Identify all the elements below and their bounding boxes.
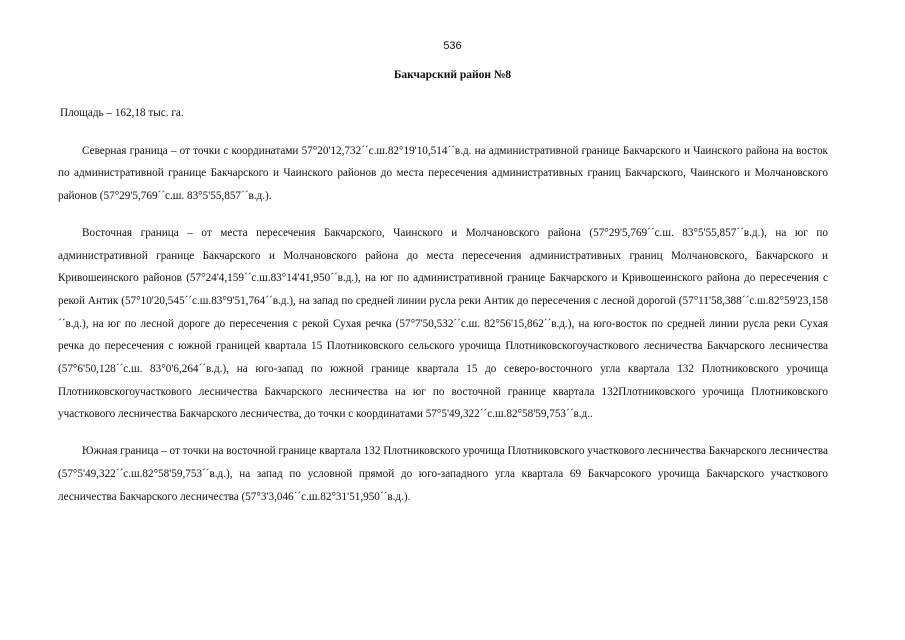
area-paragraph: Площадь – 162,18 тыс. га. — [60, 107, 184, 119]
page-number: 536 — [443, 40, 462, 52]
document-title: Бакчарский район №8 — [393, 69, 512, 81]
east-border-paragraph: Восточная граница – от места пересечения Бакчарского, Чаинского и Молчановского района (57°29'5,769´´с.ш. 83°5'55,857´´в.д.), на юг по административной границе Бакчарского и Молчановского района до места пересечения административных границ Молчановского, Бакчарского и Кривошеинского районов (57°24'4,159´´с.ш.83°14'41,950´´в.д.), на юг по административной границе Бакчарского и Кривошеинского района до пересечения с рекой Антик (57°10'20,545´´с.ш.83°9'51,764´´в.д.), на запад по средней линии русла реки Антик до пересечения с лесной дорогой (57°11'58,388´´с.ш.82°59'23,158´´в.д.), на юг по лесной дороге до пересечения с рекой Сухая речка (57°7'50,532´´с.ш. 82°56'15,862´´в.д.), на юго-восток по средней линии русла реки Сухая речка до пересечения с южной границей квартала 15 Плотниковского сельского урочища Плотниковскогоучасткового лесничества Бакчарского лесничества (57°6'50,128´´с.ш. 83°0'6,264´´в.д.), на юго-запад по южной границе квартала 15 до северо-восточного угла квартала 132 Плотниковского урочища Плотниковскогоучасткового лесничества Бакчарского лесничества на юг по восточной границе квартала 132Плотниковского урочища Плотниковского участкового лесничества Бакчарского лесничества, до точки с координатами 57°5'49,322´´с.ш.82°58'59,753´´в.д.. — [58, 226, 828, 421]
south-border-paragraph: Южная граница – от точки на восточной границе квартала 132 Плотниковского урочища Плотниковского участкового лесничества Бакчарского лесничества (57°5'49,322´´с.ш.82°58'59,753´´в.д.), на запад по условной прямой до юго-западного угла квартала 69 Бакчарсокого урочища Бакчарского участкового лесничества Бакчарского лесничества (57°3'3,046´´с.ш.82°31'51,950´´в.д.). — [58, 445, 828, 503]
north-border-paragraph: Северная граница – от точки с координатами 57°20'12,732´´с.ш.82°19'10,514´´в.д. на административной границе Бакчарского и Чаинского района на восток по административной границе Бакчарского и Чаинского районов до места пересечения административных границ Бакчарского, Чаинского и Молчановского районов (57°29'5,769´´с.ш. 83°5'55,857´´в.д.). — [58, 144, 828, 203]
document-body — [58, 102, 828, 508]
